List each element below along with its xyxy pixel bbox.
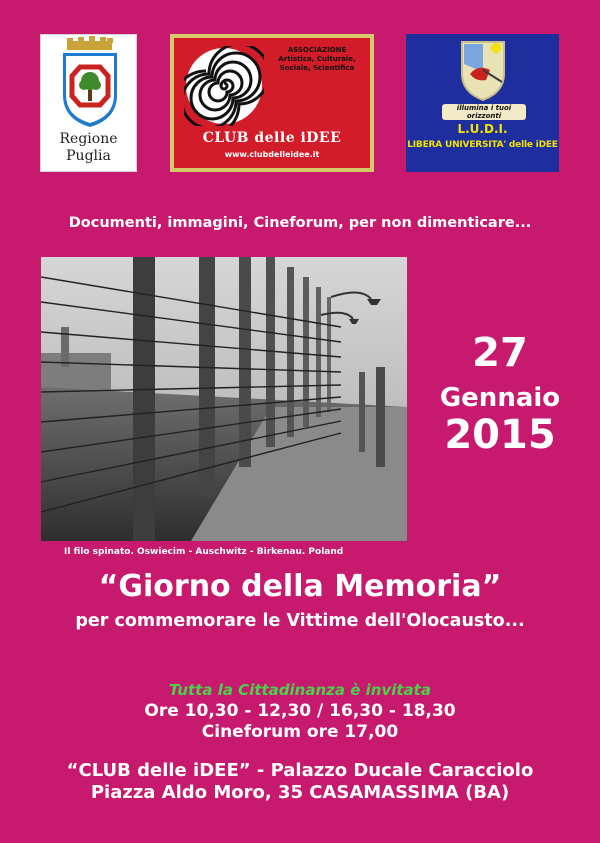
- spiral-icon: [184, 46, 264, 126]
- barbed-wire-photo: [41, 257, 407, 541]
- club-assoc-label: ASSOCIAZIONE: [287, 46, 347, 54]
- regione-puglia-emblem-icon: [41, 35, 138, 131]
- cineforum-time: Cineforum ore 17,00: [201, 722, 399, 742]
- regione-caption-line1: Regione: [59, 131, 118, 147]
- regione-caption-line2: Puglia: [66, 148, 111, 164]
- date-day: 27: [472, 330, 528, 376]
- barbed-wire-fence-image: [41, 257, 407, 541]
- club-delle-idee-logo: [170, 34, 374, 172]
- regione-puglia-logo: [40, 34, 137, 172]
- invitation-text: Tutta la Cittadinanza è invitata: [169, 681, 431, 699]
- club-url: www.clubdelleidee.it: [224, 150, 320, 159]
- date-year: 2015: [444, 412, 556, 458]
- club-name: CLUB delle iDEE: [202, 130, 342, 146]
- event-venue: “CLUB delle iDEE” - Palazzo Ducale Caracciolo: [66, 760, 534, 781]
- ludi-emblem-icon: [406, 34, 559, 106]
- event-hours: Ore 10,30 - 12,30 / 16,30 - 18,30: [144, 701, 456, 721]
- event-title: “Giorno della Memoria”: [98, 569, 502, 604]
- ludi-full-name: LIBERA UNIVERSITA' delle iDEE: [407, 140, 558, 150]
- event-address: Piazza Aldo Moro, 35 CASAMASSIMA (BA): [90, 782, 510, 803]
- ludi-acronym: L.U.D.I.: [457, 122, 508, 136]
- ludi-motto: illumina i tuoi orizzonti: [442, 104, 526, 120]
- ludi-logo: [406, 34, 559, 172]
- date-month: Gennaio: [439, 383, 561, 413]
- club-assoc-description: Artistica, Culturale, Sociale, Scientifica: [278, 55, 356, 72]
- intro-text: Documenti, immagini, Cineforum, per non dimenticare...: [68, 215, 532, 231]
- photo-caption: Il filo spinato. Oswiecim - Auschwitz - Birkenau. Poland: [64, 547, 344, 557]
- event-subtitle: per commemorare le Vittime dell'Olocausto...: [75, 611, 525, 631]
